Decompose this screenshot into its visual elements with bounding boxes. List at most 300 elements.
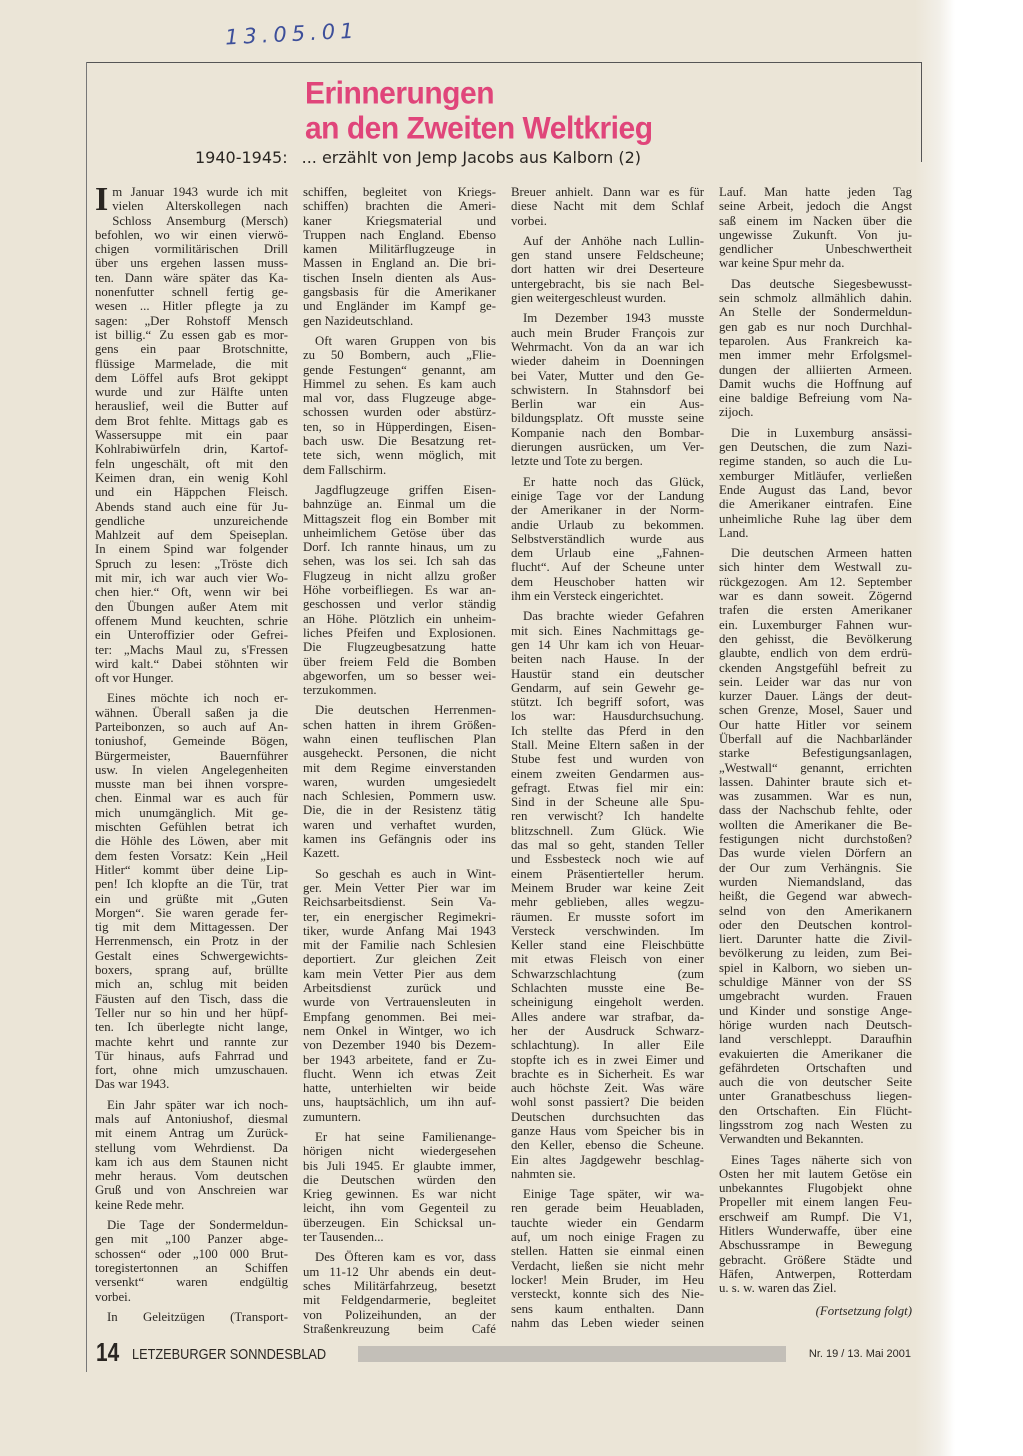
paragraph: [303, 1250, 496, 1336]
paragraph: [303, 483, 496, 697]
paragraph: [719, 1153, 912, 1296]
text-line: mehr heraus. Vom deutschen: [95, 1169, 288, 1184]
text-line: bei Vater, Mutter und den Ge-: [511, 368, 704, 383]
text-line: mit etwas Fleisch von einer: [511, 952, 704, 967]
text-line: Teller nur so hin und her hüpf-: [95, 1005, 288, 1020]
text-line: mit einem Antrag um Zurück-: [95, 1126, 288, 1141]
text-line: gen gab es nur noch Durchhal-: [719, 319, 912, 334]
text-line: her der Ausdruck Schwarz-: [511, 1023, 704, 1038]
text-line: saß einem im Nacken über die: [719, 213, 912, 228]
paragraph: [95, 1218, 288, 1304]
text-line: dungen der alliierten Armeen.: [719, 362, 912, 377]
text-line: Wassersuppe mit ein paar: [95, 428, 288, 443]
text-line: Überfall auf die Nachbarländer: [719, 731, 912, 746]
text-line: schen Grenze, Mosel, Sauer und: [719, 703, 912, 718]
text-line: Straßenkreuzung beim Café: [303, 1321, 496, 1336]
text-line: gien weitergeschleust wurden.: [511, 291, 667, 306]
text-line: mit Feldgendarmerie, begleitet: [303, 1293, 496, 1308]
text-line: Parteibonzen, so auch auf An-: [95, 719, 288, 734]
text-line: gen mit „100 Panzer abge-: [95, 1232, 288, 1247]
text-line: ckenden Angstgefühl befreit zu: [719, 660, 912, 675]
text-line: ten. Dann wäre später das Ka-: [95, 270, 288, 285]
text-line: Mahlzeit auf dem Speiseplan.: [95, 528, 288, 543]
text-line: vorbei.: [511, 213, 547, 228]
text-line: Verdacht, ließen sie nicht mehr: [511, 1258, 704, 1273]
text-line: Gendarm, auf sein Gewehr ge-: [511, 680, 704, 695]
text-line: gens ein paar Brotschnitte,: [95, 342, 288, 357]
text-line: Meinem Bruder war keine Zeit: [511, 880, 704, 895]
text-line: Arbeitsdienst zurück und: [303, 981, 496, 996]
paragraph: [303, 185, 496, 328]
text-line: tischen Inseln dienten als Aus-: [303, 270, 496, 285]
text-line: Bürgermeister, Bauernführer: [95, 748, 288, 763]
text-line: Dorf. Ich rannte hinaus, um zu: [303, 540, 496, 555]
text-line: Ein altes Jagdgewehr beschlag-: [511, 1152, 704, 1167]
text-line: blitzschnell. Zum Glück. Wie: [511, 823, 704, 838]
drop-cap: I: [95, 181, 109, 218]
text-line: Krieg gewinnen. Es war nicht: [303, 1187, 496, 1202]
text-line: die Höhle des Löwen, aber mit: [95, 834, 288, 849]
text-line: kam mein Vetter Pier aus dem: [303, 966, 496, 981]
text-line: Eines Tages näherte sich von: [731, 1152, 912, 1167]
text-line: Stube fest und wurden von: [511, 752, 704, 767]
text-line: unheimlichem Getöse über das: [303, 525, 496, 540]
text-line: überzeugen. Ein Schicksal un-: [303, 1215, 496, 1230]
text-line: Die in Luxemburg ansässi-: [731, 425, 912, 440]
text-line: Das brachte wieder Gefahren: [523, 609, 704, 624]
text-line: Abschussrampe in Bewegung: [719, 1238, 912, 1253]
text-line: In einem Spind war folgender: [95, 542, 288, 557]
text-line: Berlin war ein Aus-: [511, 397, 704, 412]
text-line: Stall. Meine Eltern saßen in der: [511, 737, 704, 752]
text-line: beiten nach Hause. In der: [511, 652, 704, 667]
paragraph: [511, 475, 704, 604]
paragraph: [95, 181, 288, 686]
text-line: nach Schlesien, Pommern usw.: [303, 789, 496, 804]
text-line: So geschah es auch in Wint-: [315, 866, 496, 881]
text-line: abgeworfen, um so besser wei-: [303, 668, 496, 683]
text-line: befohlen, wo wir einen vierwö-: [95, 227, 288, 242]
text-line: über freiem Feld die Bomben: [303, 654, 496, 669]
text-line: starke Befestigungsanlagen,: [719, 746, 912, 761]
headline: [305, 76, 653, 145]
text-line: und Engländer im Kampf ge-: [303, 299, 496, 314]
text-line: Truppen nach England. Ebenso: [303, 227, 496, 242]
text-line: gendliche unzureichende: [95, 513, 288, 528]
paragraph: [511, 609, 704, 1181]
text-line: gefragt. Etwas fiel mir ein:: [511, 780, 704, 795]
text-line: Jagdflugzeuge griffen Eisen-: [315, 482, 496, 497]
text-line: Versteck verschwinden. Im: [511, 923, 704, 938]
text-line: Ich stellte das Pferd in den: [511, 723, 704, 738]
text-line: festigungen nicht durchstoßen?: [719, 832, 912, 847]
text-line: nahm das Leben wieder seinen: [511, 1315, 704, 1330]
text-line: uns, hauptsächlich, um ihn auf-: [303, 1095, 496, 1110]
headline-line-1: Erinnerungen: [305, 76, 495, 111]
text-line: keine Rede mehr.: [95, 1197, 185, 1212]
text-line: gefährdeten Ortschaften und: [719, 1060, 912, 1075]
text-line: ganze Haus vom Speicher bis in: [511, 1124, 704, 1138]
text-line: unter Granatbeschuss liegen-: [719, 1089, 912, 1104]
text-line: Morgen“. Sie waren gerade fer-: [95, 905, 288, 920]
text-line: rückgezogen. Am 12. September: [719, 574, 912, 589]
text-line: schen hatten in ihrem Größen-: [303, 717, 496, 732]
text-line: flucht. Wenn ich etwas Zeit: [303, 1066, 496, 1081]
paragraph: [719, 185, 912, 271]
text-line: toregistertonnen an Schiffen: [95, 1260, 288, 1275]
text-line: mich unumgänglich. Mit ge-: [95, 805, 288, 820]
text-line: und Kinder und sonstige Ange-: [719, 1003, 912, 1018]
text-line: dem festen Vorsatz: Kein „Heil: [95, 848, 288, 863]
text-line: Himmel zu sehen. Es kam auch: [303, 376, 496, 391]
text-line: Lauf. Man hatte jeden Tag: [719, 185, 912, 199]
text-line: Keller stand eine Fleischbütte: [511, 938, 704, 953]
text-line: zijoch.: [719, 405, 754, 420]
paragraph: [95, 691, 288, 1091]
text-line: oft vor Hunger.: [95, 671, 174, 686]
subheadline-years: 1940-1945:: [195, 148, 288, 167]
handwritten-date: 13.05.01: [224, 18, 360, 50]
text-line: gende Festungen“ genannt, am: [303, 362, 496, 377]
text-line: leicht, ihn vom Gegenteil zu: [303, 1201, 496, 1216]
text-line: Land.: [719, 525, 749, 540]
text-line: wollten die Amerikaner die Be-: [719, 817, 912, 832]
text-line: liches Pfeifen und Explosionen.: [303, 625, 496, 640]
text-line: Osten her mit lautem Getöse ein: [719, 1166, 912, 1181]
text-line: wurde von Vertrauensleuten in: [303, 995, 496, 1010]
text-line: was zusammen. War es nun,: [719, 789, 912, 804]
left-rule: [86, 62, 87, 1372]
text-line: chen hier.“ Oft, wenn wir bei: [95, 585, 288, 600]
torn-edge: [915, 0, 955, 1456]
text-line: Ende August das Land, bevor: [719, 482, 912, 497]
text-line: wesen ... Hitler pflegte ja zu: [95, 299, 288, 314]
text-line: schuldige Männer von der SS: [719, 975, 912, 990]
text-line: um 11-12 Uhr abends ein deut-: [303, 1264, 496, 1279]
text-line: bevölkerung zu leiden, zum Bei-: [719, 946, 912, 961]
text-line: ter, ein energischer Regimekri-: [303, 909, 496, 924]
text-line: fort, ohne mich umzuschauen.: [95, 1063, 288, 1078]
text-line: hatte, unterhielten wir beide: [303, 1081, 496, 1096]
text-line: ihm ein Versteck eingerichtet.: [511, 589, 664, 604]
text-line: sein schmolz allmählich dahin.: [719, 291, 912, 306]
text-line: teparolen. Aus Frankreich ka-: [719, 333, 912, 348]
text-line: gen Deutschen, die zum Nazi-: [719, 440, 912, 455]
text-line: chigen vormilitärischen Drill: [95, 242, 288, 257]
text-line: Abends stand auch eine für Ju-: [95, 499, 288, 514]
text-line: wieder daheim in Doenningen: [511, 354, 704, 369]
text-line: Kazett.: [303, 846, 340, 861]
text-line: dem Brot fehlte. Mittags gab es: [95, 413, 288, 428]
text-line: Empfang genommen. Bei mei-: [303, 1009, 496, 1024]
text-line: Deutschen durchsuchten das: [511, 1109, 704, 1124]
text-line: Verwandten und Bekannten.: [719, 1132, 864, 1147]
text-line: flüssige Marmelade, die mit: [95, 356, 288, 371]
text-line: gendlicher Unbeschwertheit: [719, 242, 912, 257]
text-line: men immer mehr Erfolgsmel-: [719, 348, 912, 363]
paragraph: [719, 277, 912, 420]
subheadline: [195, 148, 641, 167]
text-line: xemburger Mitläufer, verließen: [719, 468, 912, 483]
text-line: m Januar 1943 wurde ich mit: [112, 185, 288, 199]
text-line: Spruch zu lesen: „Tröste dich: [95, 556, 288, 571]
paragraph: [303, 703, 496, 860]
text-line: vielen Alterskollegen nach: [112, 199, 288, 214]
text-line: Eines möchte ich noch er-: [107, 691, 288, 706]
text-line: den Übungen außer Atem mit: [95, 599, 288, 614]
text-line: war keine Spur mehr da.: [719, 256, 845, 271]
text-line: unheimliche Ruhe lag über dem: [719, 511, 912, 526]
text-line: Er hat seine Familienange-: [315, 1130, 496, 1144]
text-line: ein. Luxemburger Fahnen wur-: [719, 617, 912, 632]
text-line: mit mir, ich war auch vier Wo-: [95, 571, 288, 586]
text-line: kamen ins Gefängnis oder ins: [303, 832, 496, 847]
text-line: seine Arbeit, jedoch die Angst: [719, 199, 912, 214]
text-line: Alles andere war strafbar, da-: [511, 1009, 704, 1024]
headline-line-2: an den Zweiten Weltkrieg: [305, 111, 653, 146]
text-line: Herrenmensch, ein Protz in der: [95, 934, 288, 949]
text-line: Das deutsche Siegesbewusst-: [731, 276, 912, 291]
text-line: kurzer Dauer. Längs der deut-: [719, 689, 912, 704]
text-line: einige Tage vor der Landung: [511, 488, 704, 503]
text-line: wohl sonst passiert? Die beiden: [511, 1095, 704, 1110]
text-line: mal vor, dass Flugzeuge abge-: [303, 391, 496, 406]
text-line: liert. Darunter hatte die Zivil-: [719, 932, 912, 947]
text-line: Die deutschen Armeen hatten: [731, 546, 912, 561]
text-line: wähnen. Überall saßen ja die: [95, 705, 288, 720]
text-line: offenem Mund keuchten, schrie: [95, 613, 288, 628]
text-line: ist billig.“ Zu essen gab es mor-: [95, 327, 288, 342]
text-line: vorbei.: [95, 1289, 131, 1304]
text-line: dass der Nachschub fehlte, oder: [719, 803, 912, 818]
text-line: schiffen) brachten die Ameri-: [303, 199, 496, 214]
text-line: selnd von den Amerikanern: [719, 903, 912, 918]
text-line: Das wurde vielen Dörfern an: [719, 846, 912, 861]
text-line: umgebracht wurden. Frauen: [719, 989, 912, 1004]
text-line: untergebracht, bis sie nach Bel-: [511, 276, 704, 291]
text-line: Propeller mit einem langen Feu-: [719, 1195, 912, 1210]
text-line: spiel in Kalborn, wo sieben un-: [719, 960, 912, 975]
text-line: diese Nacht mit dem Schlaf: [511, 199, 704, 214]
article-column-3: [511, 185, 704, 1336]
text-line: ber 1943 arbeitete, fand er Zu-: [303, 1052, 496, 1067]
text-line: dort hatten wir drei Deserteure: [511, 262, 704, 277]
text-line: waren und verhaftet wurden,: [303, 817, 496, 832]
text-line: Hitlers Wunderwaffe, über eine: [719, 1224, 912, 1239]
text-line: Haustür stand ein deutscher: [511, 666, 704, 681]
text-line: mehr geblieben, alles wegzu-: [511, 895, 704, 910]
text-line: mals auf Antoniushof, diesmal: [95, 1112, 288, 1126]
text-line: Tür hinaus, aufs Fahrrad und: [95, 1048, 288, 1063]
text-line: wurde und zur Hälfte unten: [95, 385, 288, 400]
text-line: usw. In vielen Angelegenheiten: [95, 762, 288, 777]
text-line: Massen in England an. Die bri-: [303, 256, 496, 271]
text-line: zu 50 Bombern, auch „Flie-: [303, 348, 496, 363]
text-line: Die Flugzeugbesatzung hatte: [303, 640, 496, 655]
text-line: Sind in der Scheune alle Spu-: [511, 795, 704, 810]
text-line: ger. Mein Vetter Pier war im: [303, 880, 496, 895]
text-line: nonenfutter schnell fertig ge-: [95, 285, 288, 300]
text-line: Keimen dran, ein wenig Kohl: [95, 470, 288, 485]
paragraph: [511, 185, 704, 228]
text-line: Ein Jahr später war ich noch-: [107, 1097, 288, 1112]
text-line: und Essbesteck noch wie auf: [511, 852, 704, 867]
text-line: mit dem Regime einverstanden: [303, 760, 496, 775]
text-line: deportiert. Zur gleichen Zeit: [303, 952, 496, 967]
text-line: stellung vom Wehrdienst. Da: [95, 1140, 288, 1155]
text-line: auch höchste Zeit. Was wäre: [511, 1081, 704, 1096]
paragraph: [511, 234, 704, 305]
text-line: sich hinter dem Westwall zu-: [719, 560, 912, 575]
text-line: Die, die in der Resistenz tätig: [303, 803, 496, 818]
text-line: Einige Tage später, wir wa-: [523, 1187, 704, 1202]
text-line: versenkt“ waren endgültig: [95, 1275, 288, 1290]
top-rule: [86, 62, 922, 63]
text-line: Hitler“ kommt über deine Lip-: [95, 862, 288, 877]
text-line: mich an, schlug mit beiden: [95, 977, 288, 992]
paragraph: [511, 311, 704, 468]
text-line: evakuierten die Amerikaner die: [719, 1046, 912, 1061]
text-line: Our hatte Hitler vor seinem: [719, 717, 912, 732]
publication-name: LETZEBURGER SONNDESBLAD: [132, 1346, 327, 1363]
text-line: mit der Familie nach Schlesien: [303, 938, 496, 953]
text-line: musste man bei ihnen vorspre-: [95, 777, 288, 792]
text-line: In Geleitzügen (Transport-: [107, 1309, 288, 1324]
text-line: bildungsplatz. Oft musste seine: [511, 411, 704, 426]
text-line: andie Urlaub zu bekommen.: [511, 517, 704, 532]
text-line: Häfen, Antwerpen, Rotterdam: [719, 1266, 912, 1281]
text-line: sein. Leider war das nur von: [719, 674, 912, 689]
paragraph: [303, 1130, 496, 1244]
text-line: tauchte wieder ein Gendarm: [511, 1215, 704, 1230]
text-line: bis Juli 1945. Er glaubte immer,: [303, 1158, 496, 1173]
subheadline-text: ... erzählt von Jemp Jacobs aus Kalborn (2): [301, 148, 642, 167]
paragraph: [719, 426, 912, 540]
text-line: oder den Deutschen kontrol-: [719, 917, 912, 932]
text-line: gen 14 Uhr kam ich von Heuar-: [511, 637, 704, 652]
text-line: den Keller, ebenso die Scheune.: [511, 1138, 704, 1153]
text-line: und ein Häppchen Fleisch.: [95, 485, 288, 500]
text-line: ungewisse Zukunft. Von ju-: [719, 227, 912, 242]
continuation-note: (Fortsetzung folgt): [815, 1303, 912, 1318]
text-line: toniushof, Gemeinde Bögen,: [95, 734, 288, 749]
text-line: die Amerikaner eintrafen. Eine: [719, 497, 912, 512]
text-line: auf, um noch einige Fragen zu: [511, 1230, 704, 1245]
text-line: waren, wurden umgesiedelt: [303, 774, 496, 789]
right-rule: [921, 62, 922, 162]
text-line: sehen, was los sei. Ich sah das: [303, 554, 496, 569]
text-line: pen! Ich klopfte an die Tür, trat: [95, 877, 288, 892]
text-line: ten. Ich überlegte nicht lange,: [95, 1020, 288, 1035]
text-line: trafen die ersten Amerikaner: [719, 603, 912, 618]
text-line: dem Löffel aufs Brot gekippt: [95, 370, 288, 385]
text-line: boxers, sprang auf, brüllte: [95, 963, 288, 978]
text-line: locker! Mein Bruder, im Heu: [511, 1272, 704, 1287]
text-line: Er hatte noch das Glück,: [523, 474, 704, 489]
text-line: Flugzeug in nicht allzu großer: [303, 568, 496, 583]
text-line: einem zweiten Gendarmen aus-: [511, 766, 704, 781]
text-line: wird kalt.“ Dabei stöhnten wir: [95, 656, 288, 671]
text-line: Oft waren Gruppen von bis: [315, 333, 496, 348]
article-column-2: [303, 185, 496, 1342]
text-line: auch mein Bruder François zur: [511, 325, 704, 340]
text-line: Im Dezember 1943 musste: [523, 311, 704, 326]
paragraph: [719, 546, 912, 1146]
text-line: wurden Niemandsland, das: [719, 874, 912, 889]
text-line: terzukommen.: [303, 683, 377, 698]
text-line: Höhe vorbeifliegen. Es war an-: [303, 583, 496, 598]
text-line: wahn einen teuflischen Plan: [303, 731, 496, 746]
text-line: nahmten sie.: [511, 1166, 576, 1181]
text-line: Reichsarbeitsdienst. Sein Va-: [303, 895, 496, 910]
text-line: eine baldige Befreiung vom Na-: [719, 391, 912, 406]
text-line: von Dezember 1940 bis Dezem-: [303, 1038, 496, 1053]
text-line: Damit wuchs die Hoffnung auf: [719, 376, 912, 391]
text-line: machte kehrt und rannte zur: [95, 1034, 288, 1049]
text-line: auch die von deutscher Seite: [719, 1075, 912, 1090]
text-line: nem Onkel in Wintger, wo ich: [303, 1023, 496, 1038]
text-line: Fäusten auf den Tisch, dass die: [95, 991, 288, 1006]
text-line: versteckt, konnte sich des Nie-: [511, 1287, 704, 1302]
text-line: ter: „Machs Maul zu, s'Fressen: [95, 642, 288, 657]
text-line: den gehisst, die Bevölkerung: [719, 631, 912, 646]
text-line: Selbstverständlich wurde aus: [511, 531, 704, 546]
text-line: Gruß und von Anschreien war: [95, 1183, 288, 1198]
paragraph: [95, 1098, 288, 1212]
text-line: schiffen, begleitet von Kriegs-: [303, 185, 496, 199]
text-line: letzte und Tote zu bergen.: [511, 454, 643, 469]
text-line: Schwarzschlachtung (zum: [511, 966, 704, 981]
text-line: die Deutschen würden den: [303, 1172, 496, 1187]
text-line: Die Tage der Sondermeldun-: [107, 1218, 288, 1233]
text-line: tete sich, wenn möglich, mit: [303, 448, 496, 463]
text-line: los war: Hausdurchsuchung.: [511, 709, 704, 724]
text-line: Breuer anhielt. Dann war es für: [511, 185, 704, 199]
text-line: Schloss Ansemburg (Mersch): [112, 213, 288, 228]
text-line: mit sich. Eines Nachmittags ge-: [511, 623, 704, 638]
issue-info: Nr. 19 / 13. Mai 2001: [808, 1348, 911, 1360]
text-line: land verschleppt. Daraufhin: [719, 1032, 912, 1047]
text-line: mischten Gefühlen betrat ich: [95, 820, 288, 835]
text-line: tiker, wurde Anfang Mai 1943: [303, 923, 496, 938]
text-line: dem Urlaub eine „Fahnen-: [511, 546, 704, 561]
paragraph: [303, 334, 496, 477]
text-line: an Höhe. Plötzlich ein unheim-: [303, 611, 496, 626]
text-line: gen Nazideutschland.: [303, 313, 414, 328]
text-line: schlachtung). In aller Eile: [511, 1038, 704, 1053]
paragraph: [95, 1310, 288, 1324]
text-line: der Amerikaner in der Norm-: [511, 503, 704, 518]
text-line: glaubte, endlich von dem erdrü-: [719, 646, 912, 661]
article-column-4: [719, 185, 912, 1318]
text-line: dem Fallschirm.: [303, 462, 387, 477]
text-line: bahnzüge an. Einmal um die: [303, 497, 496, 512]
text-line: kamen Militärflugzeuge in: [303, 242, 496, 257]
text-line: den Ortschaften. Ein Flücht-: [719, 1103, 912, 1118]
text-line: zumuntern.: [303, 1109, 361, 1124]
text-line: Kohlrabiwürfeln drin, Kartof-: [95, 442, 288, 457]
text-line: regime standen, so auch die Lu-: [719, 454, 912, 469]
text-line: „Westwall“ genannt, errichten: [719, 760, 912, 775]
text-line: sens kaum enthalten. Dann: [511, 1301, 704, 1316]
text-line: gangsbasis für die Amerikaner: [303, 285, 496, 300]
text-line: erschweif am Rumpf. Die V1,: [719, 1209, 912, 1224]
text-line: hörigen nicht wiedergesehen: [303, 1144, 496, 1159]
text-line: lingsstrom zog nach Westen zu: [719, 1118, 912, 1132]
text-line: bach usw. Die Besatzung ret-: [303, 434, 496, 449]
text-line: Des Öfteren kam es vor, dass: [315, 1250, 496, 1265]
text-line: ren gerade beim Heuabladen,: [511, 1201, 704, 1216]
